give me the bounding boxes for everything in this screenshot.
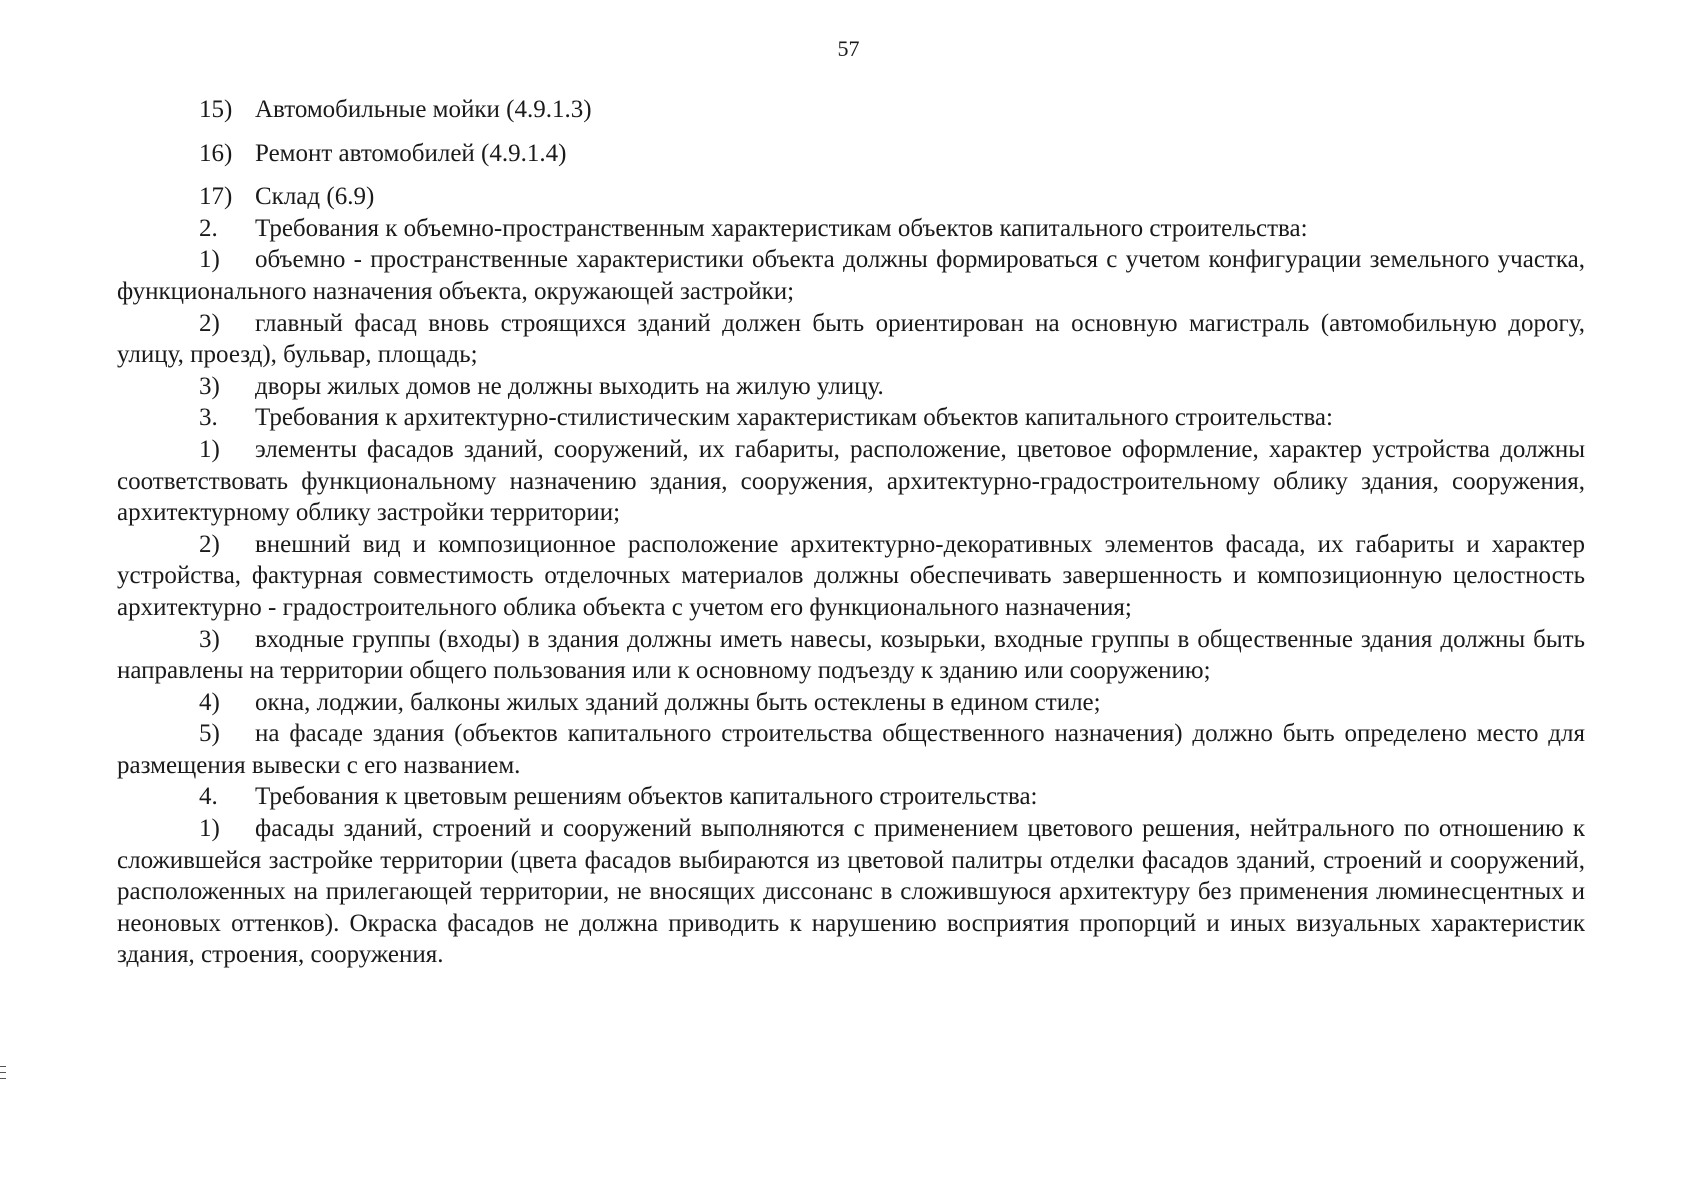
paragraph: [117, 687, 1585, 719]
section-text: Требования к объемно-пространственным характеристикам объектов капитального строительства:: [255, 214, 1308, 242]
item-text: дворы жилых домов не должны выходить на жилую улицу.: [255, 372, 884, 400]
item-number: 2): [199, 530, 220, 558]
item-text: Склад (6.9): [255, 183, 375, 211]
paragraph: [117, 434, 1585, 529]
section-heading: [117, 213, 1585, 245]
item-text: внешний вид и композиционное расположение архитектурно-декоративных элементов фасада, их габариты и характер устройства, фактурная совместимость отделочных материалов должны обеспечивать завершенность и композиционную целостность архитектурно - градостроительного облика объекта с учетом его функционального назначения;: [117, 530, 1585, 621]
section-number: 2.: [199, 214, 218, 242]
item-number: 17): [199, 183, 233, 211]
paragraph: [117, 529, 1585, 624]
item-text: элементы фасадов зданий, сооружений, их габариты, расположение, цветовое оформление, характер устройства должны соответствовать функциональному назначению здания, сооружения, архитектурно-градостроительному облику здания, сооружения, архитектурному облику застройки территории;: [117, 435, 1585, 527]
document-body: [117, 94, 1585, 971]
list-item: [117, 94, 1585, 126]
item-text: объемно - пространственные характеристики объекта должны формироваться с учетом конфигурации земельного участка, функционального назначения объекта, окружающей застройки;: [117, 246, 1585, 305]
page-number: 57: [837, 36, 860, 61]
item-number: 1): [199, 435, 220, 463]
binding-mark: [0, 1066, 6, 1067]
item-text: Ремонт автомобилей (4.9.1.4): [255, 139, 567, 167]
item-number: 5): [199, 720, 220, 748]
item-text: окна, лоджии, балконы жилых зданий должны быть остеклены в едином стиле;: [255, 688, 1101, 716]
item-text: Автомобильные мойки (4.9.1.3): [255, 96, 592, 123]
section-number: 4.: [199, 783, 218, 811]
item-text: входные группы (входы) в здания должны иметь навесы, козырьки, входные группы в общественные здания должны быть направлены на территории общего пользования или к основному подъезду к зданию или сооружению;: [117, 625, 1585, 685]
item-number: 2): [199, 309, 220, 337]
paragraph: [117, 718, 1585, 781]
section-number: 3.: [199, 404, 218, 432]
item-number: 15): [199, 96, 233, 123]
paragraph: [117, 813, 1585, 971]
item-number: 4): [199, 688, 220, 716]
binding-mark: [0, 1078, 6, 1079]
item-number: 1): [199, 815, 220, 843]
item-number: 1): [199, 246, 220, 274]
section-heading: [117, 781, 1585, 813]
item-text: главный фасад вновь строящихся зданий должен быть ориентирован на основную магистраль (автомобильную дорогу, улицу, проезд), бульвар, площадь;: [117, 309, 1585, 369]
section-text: Требования к цветовым решениям объектов капитального строительства:: [255, 783, 1038, 811]
section-heading: [117, 402, 1585, 434]
paragraph: [117, 308, 1585, 371]
section-text: Требования к архитектурно-стилистическим характеристикам объектов капитального строительства:: [255, 404, 1333, 432]
list-item: [117, 138, 1585, 170]
item-number: 3): [199, 372, 220, 400]
item-text: фасады зданий, строений и сооружений выполняются с применением цветового решения, нейтрального по отношению к сложившейся застройке территории (цвета фасадов выбираются из цветовой палитры отделки фасадов зданий, строений и сооружений, расположенных на прилегающей территории, не вносящих диссонанс в сложившуюся архитектуру без применения люминесцентных и неоновых оттенков). Окраска фасадов не должна приводить к нарушению восприятия пропорций и иных визуальных характеристик здания, строения, сооружения.: [117, 815, 1585, 969]
item-number: 3): [199, 625, 220, 653]
binding-mark: [0, 1072, 6, 1073]
paragraph: [117, 371, 1585, 403]
item-text: на фасаде здания (объектов капитального строительства общественного назначения) должно быть определено место для размещения вывески с его названием.: [117, 720, 1585, 779]
paragraph: [117, 244, 1585, 307]
item-number: 16): [199, 139, 233, 167]
list-item: [117, 181, 1585, 213]
paragraph: [117, 624, 1585, 687]
